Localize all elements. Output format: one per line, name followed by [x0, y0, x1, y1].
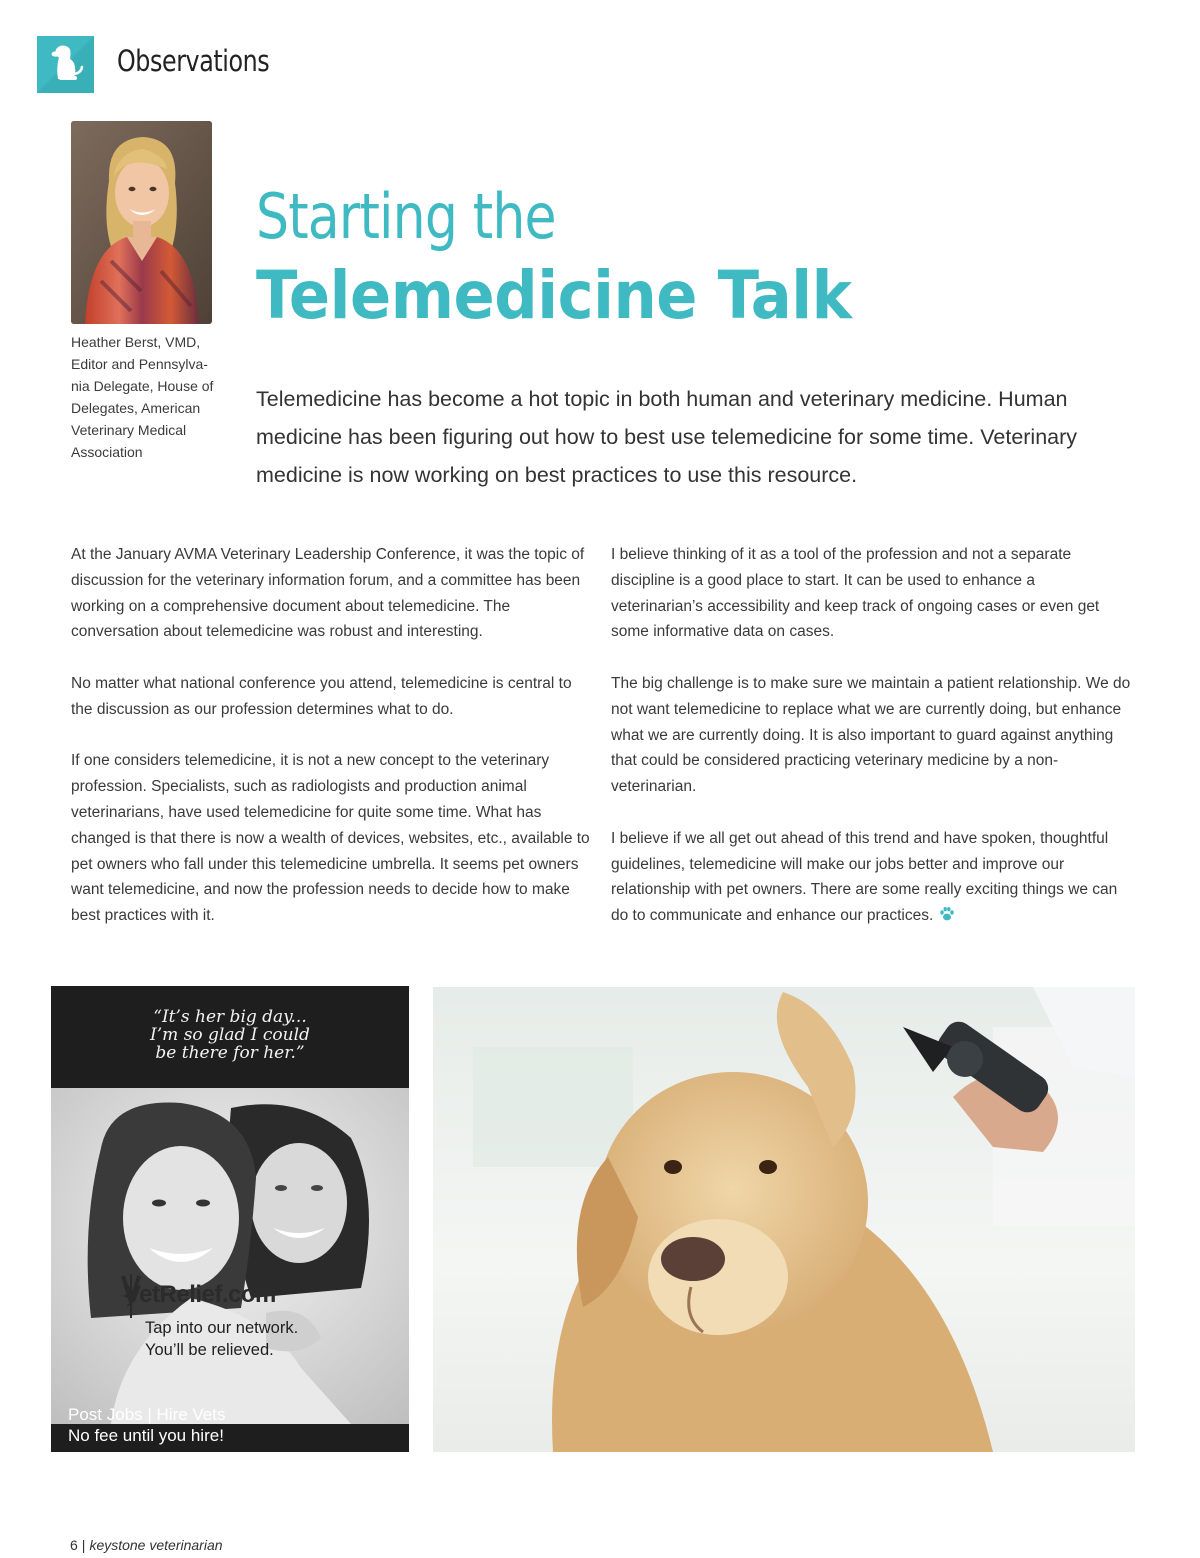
- ad-logo: VetRelief.com: [125, 1281, 276, 1308]
- body-column-left: [71, 542, 591, 955]
- author-caption: Heather Berst, VMD, Editor and Pennsylva- nia Delegate, House of Delegates, American Veterinary Medical Association: [71, 334, 214, 460]
- body-column-right: [611, 542, 1131, 955]
- body-paragraph: The big challenge is to make sure we maintain a patient relationship. We do not want telemedicine to replace what we are currently doing, but enhance what we are currently doing. It is also important to guard against anything that could be considered practicing veterinary medicine by a non-veterinarian.: [611, 674, 1131, 796]
- ad-call-to-action: Post Jobs | Hire Vets No fee until you hire!: [68, 1405, 226, 1445]
- author-photo: [71, 121, 212, 324]
- page-footer: [70, 1537, 223, 1553]
- section-dog-icon: [37, 36, 94, 93]
- body-paragraph: At the January AVMA Veterinary Leadership Conference, it was the topic of discussion for the veterinary information forum, and a committee has been working on a comprehensive document about telemedicine. The conversation about telemedicine was robust and interesting.: [71, 546, 585, 641]
- ad-photo: [51, 1088, 409, 1424]
- ad-tagline: Tap into our network. You’ll be relieved.: [145, 1319, 299, 1359]
- publication-name: keystone veterinarian: [89, 1537, 223, 1553]
- intro-paragraph: Telemedicine has become a hot topic in both human and veterinary medicine. Human medicine has been figuring out how to best use telemedicine for some time. Veterinary medicine is now working on best practices to use this resource.: [256, 387, 1078, 487]
- section-title: Observations: [117, 44, 270, 78]
- ad-quote: “It’s her big day... I’m so glad I could be there for her.”: [150, 1007, 310, 1063]
- footer-divider: |: [81, 1537, 86, 1553]
- vetrelief-advertisement[interactable]: [51, 986, 409, 1452]
- headline-line-1: Starting the: [256, 180, 556, 253]
- paw-icon: [939, 905, 955, 921]
- body-paragraph-last: [611, 826, 1131, 929]
- headline-line-2: Telemedicine Talk: [256, 257, 852, 334]
- body-paragraph-text: I believe if we all get out ahead of this trend and have spoken, thoughtful guidelines, telemedicine will make our jobs better and improve our relationship with pet owners. There are some really exciting things we can do to communicate and enhance our practices.: [611, 829, 1118, 925]
- dog-exam-photo: [433, 987, 1135, 1452]
- body-paragraph: No matter what national conference you attend, telemedicine is central to the discussion as our profession determines what to do.: [71, 674, 572, 718]
- body-paragraph: If one considers telemedicine, it is not a new concept to the veterinary profession. Specialists, such as radiologists and production animal veterinarians, have used telemedicine for quite some time. What has changed is that there is now a wealth of devices, websites, etc., available to pet owners who fall under this telemedicine umbrella. It seems pet owners want telemedicine, and now the profession needs to decide how to make best practices with it.: [71, 752, 590, 925]
- body-paragraph: I believe thinking of it as a tool of the profession and not a separate discipline is a good place to start. It can be used to enhance a veterinarian’s accessibility and keep track of ongoing cases or even get some informative data on cases.: [611, 546, 1100, 641]
- page-number: 6: [70, 1537, 78, 1553]
